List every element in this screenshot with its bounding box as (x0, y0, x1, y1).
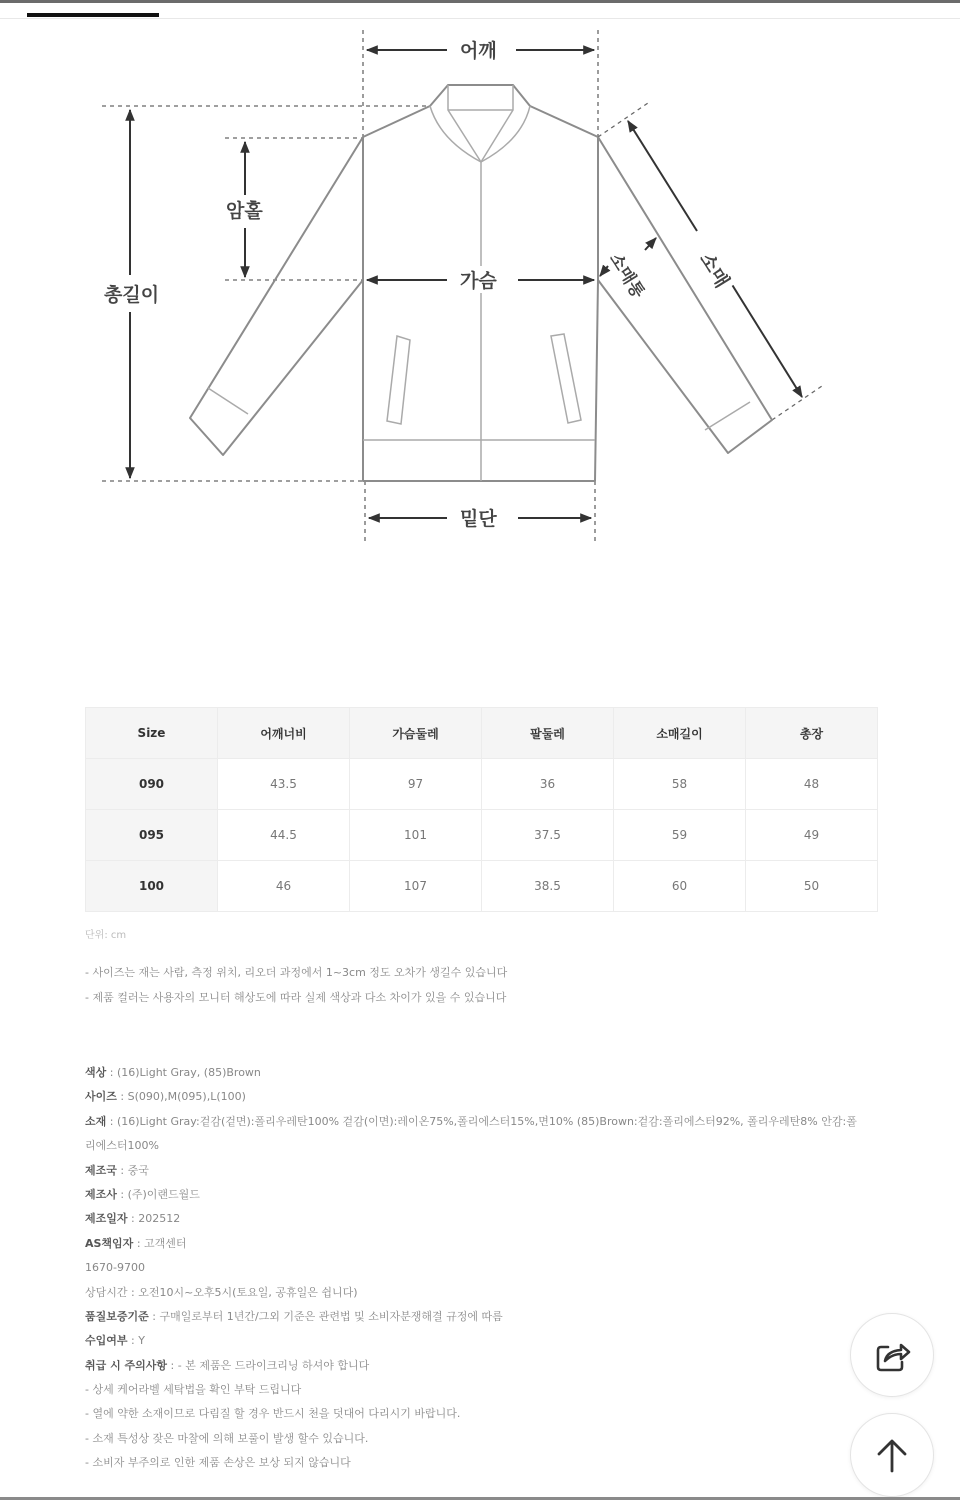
table-cell: 46 (218, 861, 350, 912)
share-icon (872, 1335, 912, 1375)
info-material: 소재 : (16)Light Gray:겉감(겉면):폴리우레탄100% 겉감(이면):레이온75%,폴리에스터15%,면10% (85)Brown:겉감:폴리에스터92%, 폴리우레탄8% 안감:폴 (85, 1114, 857, 1128)
size-table (85, 707, 878, 912)
table-cell: 97 (350, 759, 482, 810)
info-manufacturer: 제조사 : (주)이랜드월드 (85, 1187, 200, 1201)
info-size: 사이즈 : S(090),M(095),L(100) (85, 1090, 246, 1104)
table-cell: 58 (614, 759, 746, 810)
table-cell: 37.5 (482, 810, 614, 861)
table-header-row (86, 708, 878, 759)
table-cell: 38.5 (482, 861, 614, 912)
info-care-item: - 소비자 부주의로 인한 제품 손상은 보상 되지 않습니다 (85, 1456, 351, 1470)
info-care-item: - 열에 약한 소재이므로 다림질 할 경우 반드시 천을 덧대어 다리시기 바랍니다. (85, 1407, 461, 1421)
info-color: 색상 : (16)Light Gray, (85)Brown (85, 1066, 261, 1079)
scroll-top-button[interactable] (850, 1413, 934, 1497)
table-cell: 43.5 (218, 759, 350, 810)
info-care-item: - 소재 특성상 잦은 마찰에 의해 보풀이 발생 할수 있습니다. (85, 1431, 369, 1445)
header-size: Size (86, 708, 218, 759)
table-cell: 101 (350, 810, 482, 861)
size-notes (85, 964, 507, 1014)
table-row (86, 861, 878, 912)
table-cell: 59 (614, 810, 746, 861)
info-as-manager: AS책임자 : 고객센터 (85, 1236, 187, 1250)
size-cell: 100 (86, 861, 218, 912)
share-button[interactable] (850, 1313, 934, 1397)
product-info (85, 1064, 880, 1479)
info-hours: 상담시간 : 오전10시~오후5시(토요일, 공휴일은 쉽니다) (85, 1285, 358, 1299)
table-cell: 44.5 (218, 810, 350, 861)
active-tab-indicator[interactable] (27, 13, 159, 17)
arrow-up-icon (874, 1435, 910, 1475)
size-cell: 095 (86, 810, 218, 861)
label-chest: 가슴 (456, 266, 501, 293)
header-shoulder-width: 어깨너비 (218, 708, 350, 759)
size-cell: 090 (86, 759, 218, 810)
header-sleeve-length: 소매길이 (614, 708, 746, 759)
table-cell: 107 (350, 861, 482, 912)
table-cell: 36 (482, 759, 614, 810)
info-manufacture-date: 제조일자 : 202512 (85, 1212, 181, 1226)
info-country: 제조국 : 중국 (85, 1163, 149, 1177)
info-import: 수입여부 : Y (85, 1334, 145, 1348)
table-cell: 49 (746, 810, 878, 861)
info-warranty: 품질보증기준 : 구매일로부터 1년간/그외 기준은 관련법 및 소비자분쟁해결 규정에 따름 (85, 1309, 503, 1323)
unit-label: 단위: cm (85, 930, 127, 941)
label-sleeve: 소매 (692, 243, 739, 295)
table-cell: 60 (614, 861, 746, 912)
info-care-item: - 상세 케어라벨 세탁법을 확인 부탁 드립니다 (85, 1383, 302, 1397)
note-item: - 사이즈는 재는 사람, 측정 위치, 리오더 과정에서 1~3cm 정도 오차가 생길수 있습니다 (85, 966, 508, 979)
label-sleeve-opening: 소매통 (603, 244, 655, 306)
info-care: 취급 시 주의사항 : - 본 제품은 드라이크리닝 하셔야 합니다 (85, 1358, 370, 1372)
label-total-length: 총길이 (100, 280, 163, 307)
tab-divider (0, 18, 960, 19)
table-row (86, 810, 878, 861)
note-item: - 제품 컬러는 사용자의 모니터 해상도에 따라 실제 색상과 다소 차이가 있을 수 있습니다 (85, 991, 507, 1004)
label-shoulder: 어깨 (456, 36, 501, 63)
header-total-length: 총장 (746, 708, 878, 759)
info-phone: 1670-9700 (85, 1261, 145, 1275)
header-arm: 팔둘레 (482, 708, 614, 759)
table-cell: 50 (746, 861, 878, 912)
table-cell: 48 (746, 759, 878, 810)
top-border (0, 0, 960, 3)
header-chest: 가슴둘레 (350, 708, 482, 759)
table-row (86, 759, 878, 810)
info-material-cont: 리에스터100% (85, 1139, 159, 1153)
size-diagram (0, 20, 960, 560)
label-armhole: 암홀 (222, 196, 267, 223)
label-hem: 밑단 (456, 504, 501, 531)
